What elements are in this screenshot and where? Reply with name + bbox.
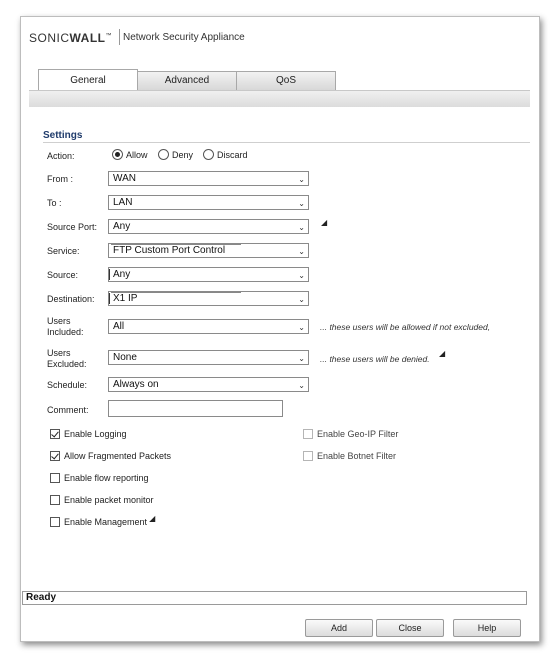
enable-logging-label: Enable Logging <box>64 429 127 439</box>
action-label: Action: <box>47 151 75 161</box>
schedule-select[interactable] <box>108 377 309 392</box>
destination-select[interactable] <box>108 291 309 306</box>
enable-logging-checkbox[interactable] <box>50 429 60 439</box>
tab-general[interactable]: General <box>38 69 138 91</box>
brand-suffix: WALL <box>69 31 106 45</box>
from-value: WAN <box>113 173 136 184</box>
source-label: Source: <box>47 270 79 280</box>
botnet-filter-checkbox[interactable] <box>303 451 313 461</box>
radio-allow-label: Allow <box>126 149 148 160</box>
packet-monitor-label: Enable packet monitor <box>64 495 154 505</box>
packet-monitor-row[interactable] <box>50 495 154 505</box>
users-excluded-label-line1: Users <box>47 348 71 358</box>
source-port-select[interactable] <box>108 219 309 234</box>
users-included-label <box>47 316 84 338</box>
chevron-down-icon: ⌄ <box>298 354 305 363</box>
settings-divider <box>43 142 530 143</box>
botnet-filter-row[interactable] <box>303 451 396 461</box>
settings-heading: Settings <box>43 130 83 141</box>
users-excluded-select[interactable] <box>108 350 309 365</box>
to-select[interactable] <box>108 195 309 210</box>
radio-discard[interactable] <box>203 149 248 160</box>
text-cursor <box>109 293 110 304</box>
to-value: LAN <box>113 197 133 208</box>
chevron-down-icon: ⌄ <box>298 295 305 304</box>
geoip-filter-label: Enable Geo-IP Filter <box>317 429 399 439</box>
chevron-down-icon: ⌄ <box>298 323 305 332</box>
enable-logging-row[interactable] <box>50 429 127 439</box>
allow-fragmented-label: Allow Fragmented Packets <box>64 451 172 461</box>
from-label: From : <box>47 174 73 184</box>
help-button[interactable]: Help <box>453 619 521 637</box>
status-bar: Ready <box>22 591 527 605</box>
enable-management-checkbox[interactable] <box>50 517 60 527</box>
flow-reporting-row[interactable] <box>50 473 149 483</box>
users-included-select[interactable] <box>108 319 309 334</box>
allow-fragmented-checkbox[interactable] <box>50 451 60 461</box>
brand-prefix: SONIC <box>29 31 70 45</box>
source-port-label: Source Port: <box>47 222 98 232</box>
schedule-label: Schedule: <box>47 380 88 390</box>
help-tick-icon: ◢ <box>439 349 446 358</box>
help-tick-icon: ◢ <box>321 218 328 227</box>
geoip-filter-checkbox[interactable] <box>303 429 313 439</box>
chevron-down-icon: ⌄ <box>298 381 305 390</box>
users-excluded-value: None <box>113 352 137 363</box>
field-overlay-line <box>111 292 241 293</box>
users-excluded-note: ... these users will be denied. <box>320 354 430 364</box>
allow-fragmented-row[interactable] <box>50 451 171 461</box>
packet-monitor-checkbox[interactable] <box>50 495 60 505</box>
comment-input[interactable] <box>108 400 283 417</box>
radio-deny-circle[interactable] <box>158 149 169 160</box>
from-select[interactable] <box>108 171 309 186</box>
add-button[interactable]: Add <box>305 619 373 637</box>
text-cursor <box>109 269 110 280</box>
users-included-label-line2: Included: <box>47 327 84 337</box>
users-excluded-label <box>47 348 87 370</box>
radio-discard-label: Discard <box>217 149 248 160</box>
app-subtitle: Network Security Appliance <box>123 32 245 43</box>
comment-label: Comment: <box>47 405 89 415</box>
field-overlay-line <box>111 244 241 245</box>
header-divider <box>119 29 120 45</box>
flow-reporting-checkbox[interactable] <box>50 473 60 483</box>
source-port-value: Any <box>113 221 131 232</box>
radio-allow[interactable] <box>112 149 148 160</box>
chevron-down-icon: ⌄ <box>298 247 305 256</box>
help-tick-icon: ◢ <box>149 513 156 523</box>
geoip-filter-row[interactable] <box>303 429 398 439</box>
source-value: Any <box>113 269 131 280</box>
source-select[interactable] <box>108 267 309 282</box>
chevron-down-icon: ⌄ <box>298 223 305 232</box>
enable-management-label: Enable Management <box>64 517 148 527</box>
radio-deny-label: Deny <box>172 149 194 160</box>
radio-discard-circle[interactable] <box>203 149 214 160</box>
tab-content-band <box>29 90 530 107</box>
destination-label: Destination: <box>47 294 95 304</box>
service-select[interactable] <box>108 243 309 258</box>
chevron-down-icon: ⌄ <box>298 199 305 208</box>
users-excluded-label-line2: Excluded: <box>47 359 87 369</box>
dialog-window <box>20 16 540 642</box>
schedule-value: Always on <box>113 379 159 390</box>
tab-qos[interactable]: QoS <box>236 71 336 90</box>
users-included-value: All <box>113 321 125 332</box>
sonicwall-logo: SONICWALL™ <box>29 31 113 45</box>
tab-advanced[interactable]: Advanced <box>137 71 237 90</box>
chevron-down-icon: ⌄ <box>298 271 305 280</box>
botnet-filter-label: Enable Botnet Filter <box>317 451 397 461</box>
chevron-down-icon: ⌄ <box>298 175 305 184</box>
to-label: To : <box>47 198 62 208</box>
destination-value: X1 IP <box>113 293 138 304</box>
close-button[interactable]: Close <box>376 619 444 637</box>
flow-reporting-label: Enable flow reporting <box>64 473 149 483</box>
radio-allow-circle[interactable] <box>112 149 123 160</box>
users-included-note: ... these users will be allowed if not excluded, <box>320 322 491 332</box>
users-included-label-line1: Users <box>47 316 71 326</box>
enable-management-row[interactable] <box>50 513 157 527</box>
service-label: Service: <box>47 246 80 256</box>
radio-deny[interactable] <box>158 149 193 160</box>
service-value: FTP Custom Port Control <box>113 245 226 256</box>
